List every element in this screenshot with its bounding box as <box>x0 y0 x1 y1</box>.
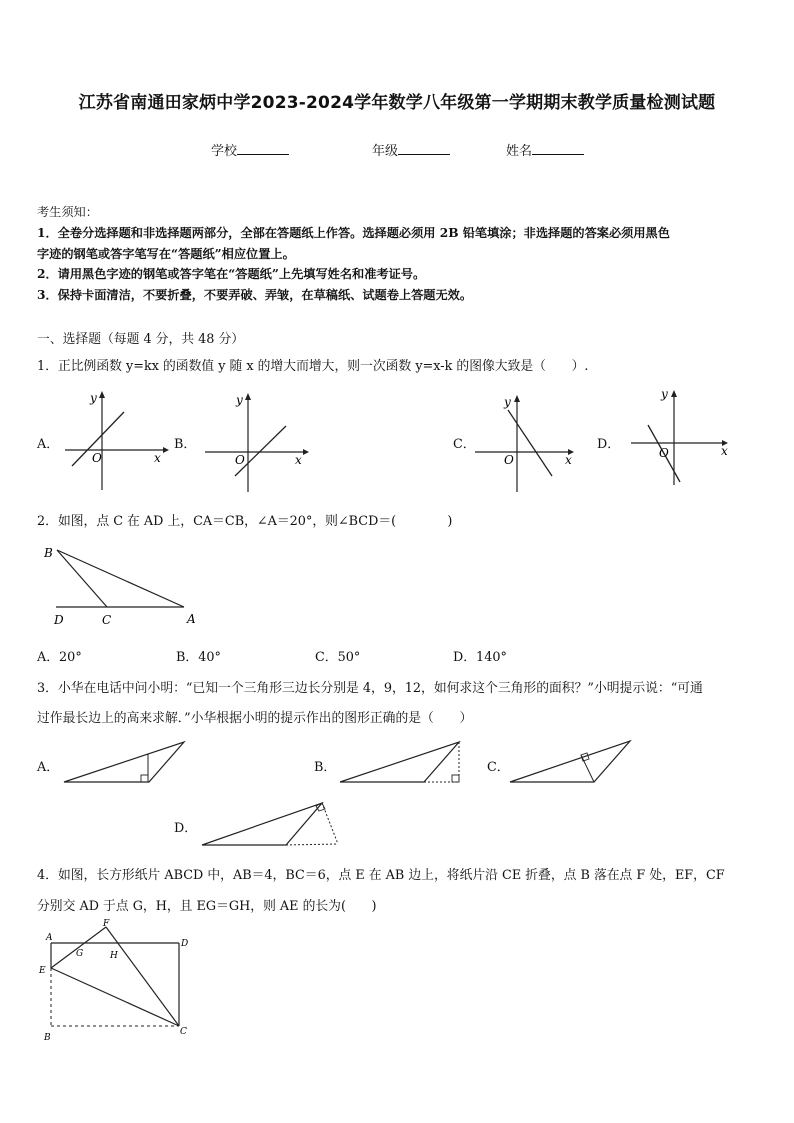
q1c-y-label: y <box>504 395 511 409</box>
q3-figure-b[interactable] <box>336 738 466 788</box>
q1a-origin-label: O <box>92 451 102 465</box>
name-label: 姓名 <box>506 144 533 159</box>
q1b-x-label: x <box>295 453 302 467</box>
q1c-x-label: x <box>565 453 572 467</box>
q4-label-g: G <box>76 949 84 959</box>
q2-option-b[interactable]: B．40° <box>176 650 221 665</box>
grade-label: 年级 <box>372 144 399 159</box>
q4-label-a: A <box>46 933 53 943</box>
q4-label-f: F <box>103 919 110 929</box>
q1d-y-label: y <box>661 387 668 401</box>
q2-figure <box>40 540 200 630</box>
grade-blank[interactable] <box>398 143 450 155</box>
q1a-x-label: x <box>154 451 161 465</box>
q2-option-a[interactable]: A．20° <box>37 650 82 665</box>
q4-figure <box>34 918 199 1046</box>
name-field[interactable] <box>506 140 584 159</box>
name-blank[interactable] <box>532 143 584 155</box>
q2-label-b: B <box>44 546 53 560</box>
q1-option-c-label[interactable]: C． <box>453 437 476 452</box>
school-blank[interactable] <box>237 143 289 155</box>
notice-item-1-line-2: 字迹的钢笔或答字笔写在“答题纸”相应位置上。 <box>37 247 295 261</box>
section-heading: 一、选择题（每题 4 分，共 48 分） <box>37 332 245 347</box>
q2-label-c: C <box>102 613 112 627</box>
q4-label-d: D <box>181 939 189 949</box>
q1-option-b-label[interactable]: B． <box>174 437 197 452</box>
notice-heading: 考生须知： <box>37 205 98 219</box>
question-4-line-2: 分别交 AD 于点 G，H，且 EG＝GH，则 AE 的长为( ) <box>37 899 377 914</box>
q1b-y-label: y <box>236 393 243 407</box>
q1-option-d-label[interactable]: D． <box>597 437 621 452</box>
q3-figure-d[interactable] <box>198 798 343 850</box>
q2-label-d: D <box>54 613 64 627</box>
notice-item-2: 2．请用黑色字迹的钢笔或答字笔在“答题纸”上先填写姓名和准考证号。 <box>37 267 426 281</box>
q3-option-a-label[interactable]: A． <box>37 760 60 775</box>
q3-figure-a[interactable] <box>60 738 190 788</box>
grade-field[interactable] <box>372 140 450 159</box>
question-1-text: 1．正比例函数 y=kx 的函数值 y 随 x 的增大而增大，则一次函数 y=x-k 的图像大致是（ ）. <box>37 359 589 374</box>
question-3-line-1: 3．小华在电话中问小明：“已知一个三角形三边长分别是 4，9，12，如何求这个三角形的面积？”小明提示说：“可通 <box>37 681 703 696</box>
q1b-origin-label: O <box>235 453 245 467</box>
q1-graph-d[interactable] <box>626 385 736 490</box>
q1-option-a-label[interactable]: A． <box>37 437 60 452</box>
q3-figure-c[interactable] <box>506 738 636 788</box>
q1-graph-b[interactable] <box>200 390 310 495</box>
q4-label-b: B <box>44 1033 51 1043</box>
q4-label-c: C <box>180 1027 187 1037</box>
q1-graph-a[interactable] <box>60 388 170 493</box>
q2-label-a: A <box>187 612 196 626</box>
q2-option-c[interactable]: C．50° <box>315 650 361 665</box>
q1-graph-c[interactable] <box>470 390 580 495</box>
q4-label-e: E <box>39 966 46 976</box>
question-4-line-1: 4．如图，长方形纸片 ABCD 中，AB＝4，BC＝6，点 E 在 AB 边上，将纸片沿 CE 折叠，点 B 落在点 F 处，EF，CF <box>37 868 725 883</box>
school-field[interactable] <box>211 140 289 159</box>
q1c-origin-label: O <box>504 453 514 467</box>
question-3-line-2: 过作最长边上的高来求解．”小华根据小明的提示作出的图形正确的是（ ） <box>37 711 473 726</box>
notice-item-3: 3．保持卡面清洁，不要折叠，不要弄破、弄皱，在草稿纸、试题卷上答题无效。 <box>37 288 473 302</box>
q4-label-h: H <box>110 951 118 961</box>
q1a-y-label: y <box>90 391 97 405</box>
q3-option-c-label[interactable]: C． <box>487 760 510 775</box>
q1d-origin-label: O <box>659 446 669 460</box>
q3-option-b-label[interactable]: B． <box>314 760 337 775</box>
school-label: 学校 <box>211 144 238 159</box>
page-title: 江苏省南通田家炳中学2023-2024学年数学八年级第一学期期末教学质量检测试题 <box>78 93 716 113</box>
question-2-text: 2．如图，点 C 在 AD 上，CA＝CB，∠A＝20°，则∠BCD＝( ) <box>37 514 453 529</box>
q1d-x-label: x <box>721 444 728 458</box>
q3-option-d-label[interactable]: D． <box>174 821 198 836</box>
notice-item-1-line-1: 1．全卷分选择题和非选择题两部分，全部在答题纸上作答。选择题必须用 2B 铅笔填涂；非选择题的答案必须用黑色 <box>37 226 670 240</box>
q2-option-d[interactable]: D．140° <box>453 650 507 665</box>
